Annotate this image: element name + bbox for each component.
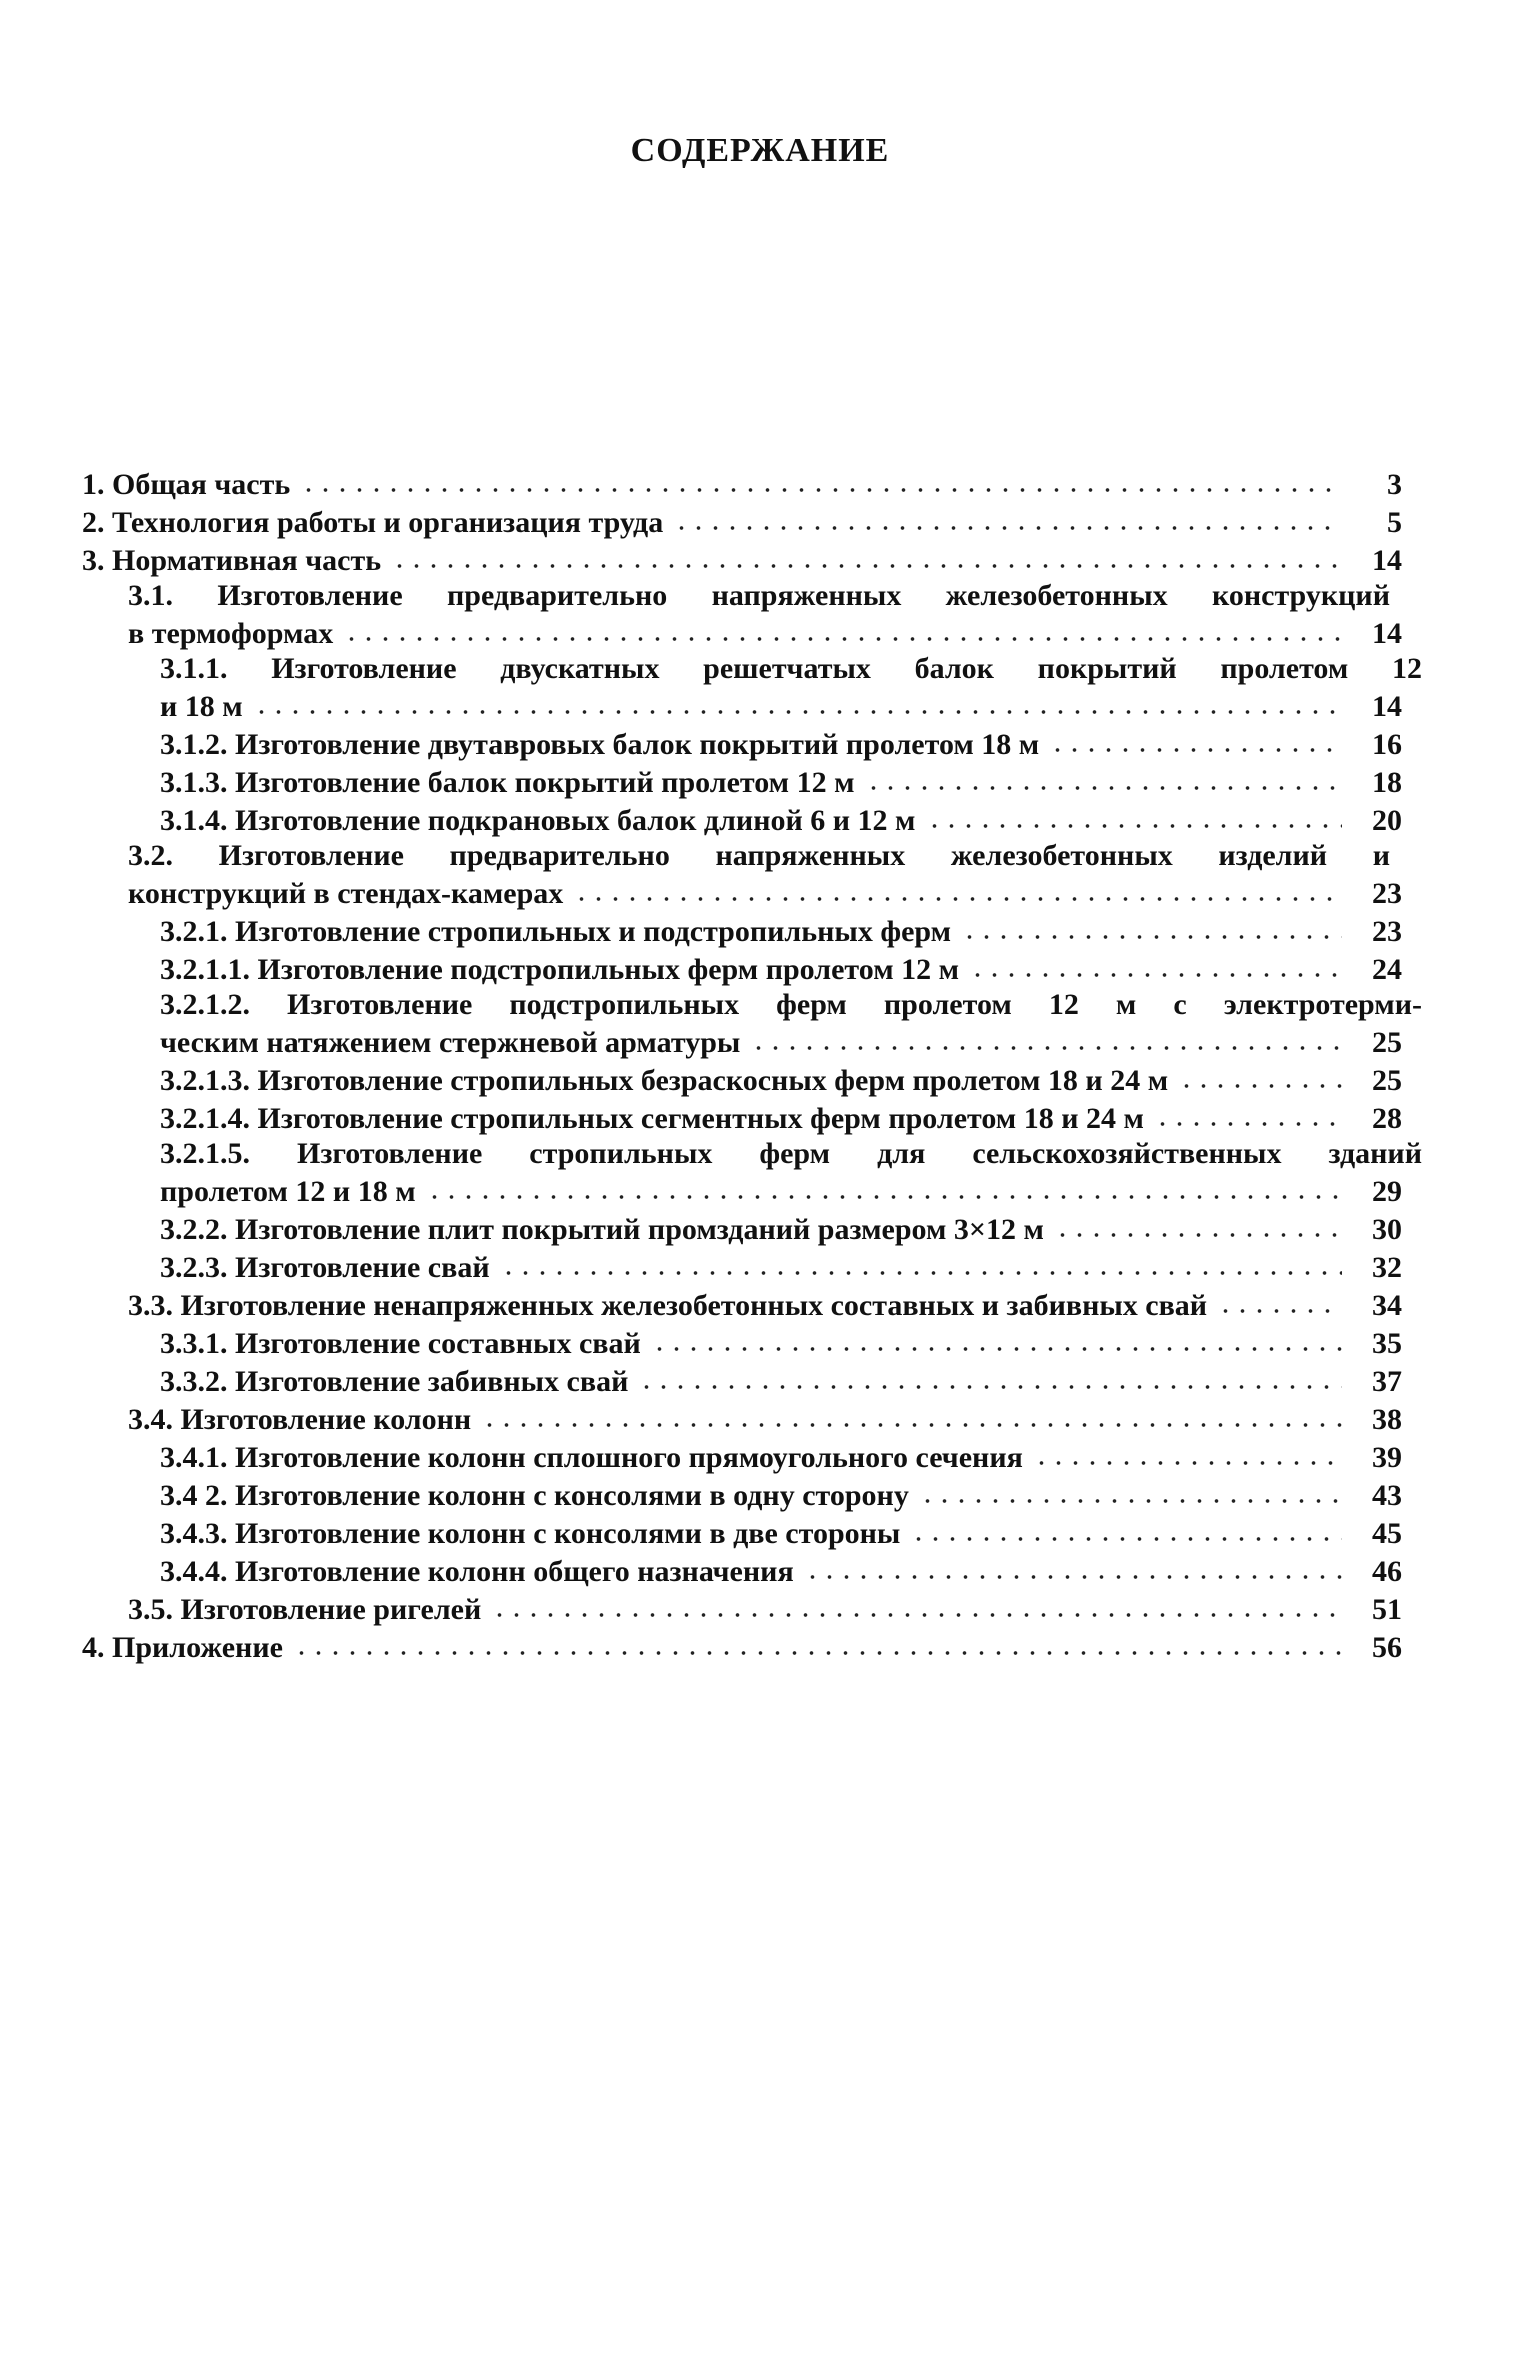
dot-leader <box>573 873 1342 903</box>
toc-entry-row <box>160 1437 1462 1475</box>
toc-entry-text: 3.2.1.3. Изготовление стропильных безраскосных ферм пролетом 18 и 24 м <box>160 1064 1169 1097</box>
toc-entry-row <box>160 1361 1462 1399</box>
toc-entry-row <box>160 1247 1462 1285</box>
toc-page-number: 35 <box>1372 1327 1402 1360</box>
dot-leader <box>391 540 1342 570</box>
dot-leader <box>1217 1285 1342 1315</box>
toc-entry <box>82 911 1462 949</box>
toc-entry-row <box>82 1627 1462 1665</box>
toc-page-number: 39 <box>1372 1441 1402 1474</box>
toc-entry <box>82 1247 1462 1285</box>
toc-page-number: 28 <box>1372 1102 1402 1135</box>
toc-entry-text: 1. Общая часть <box>82 468 291 501</box>
toc-entry-row <box>160 686 1462 724</box>
toc-entry <box>82 1285 1462 1323</box>
toc-entry-text: 3.2.1.4. Изготовление стропильных сегментных ферм пролетом 18 и 24 м <box>160 1102 1144 1135</box>
toc-page-number: 51 <box>1372 1593 1402 1626</box>
toc-entry <box>82 1136 1462 1209</box>
dot-leader <box>961 911 1342 941</box>
toc-entry-text: 3.5. Изготовление ригелей <box>128 1593 482 1626</box>
toc-page-number: 46 <box>1372 1555 1402 1588</box>
dot-leader <box>426 1171 1342 1201</box>
toc-entry-text: в термоформах <box>128 617 334 650</box>
toc-entry-row <box>128 613 1462 651</box>
toc-entry-text: конструкций в стендах-камерах <box>128 877 564 910</box>
toc-entry-row <box>160 1323 1462 1361</box>
toc-entry-row <box>160 1475 1462 1513</box>
toc-entry <box>82 838 1462 911</box>
toc-entry-row <box>160 1060 1462 1098</box>
toc-entry <box>82 540 1462 578</box>
dot-leader <box>491 1589 1342 1619</box>
toc-entry-row <box>160 1513 1462 1551</box>
toc-entry <box>82 1060 1462 1098</box>
dot-leader <box>926 800 1343 830</box>
toc-entry <box>82 1361 1462 1399</box>
toc-entry <box>82 1209 1462 1247</box>
toc-page-number: 32 <box>1372 1251 1402 1284</box>
toc-entry-text: 3.2.1. Изготовление стропильных и подстропильных ферм <box>160 915 952 948</box>
toc-entry-text-line: 3.2. Изготовление предварительно напряженных железобетонных изделий и <box>128 839 1390 872</box>
toc-entry-text: 3.4.4. Изготовление колонн общего назначения <box>160 1555 794 1588</box>
toc-page-number: 24 <box>1372 953 1402 986</box>
toc-entry-text: 3.1.4. Изготовление подкрановых балок длиной 6 и 12 м <box>160 804 916 837</box>
toc-page-number: 43 <box>1372 1479 1402 1512</box>
toc-page-number: 20 <box>1372 804 1402 837</box>
toc-entry-text: и 18 м <box>160 690 243 723</box>
toc-page-number: 30 <box>1372 1213 1402 1246</box>
toc-entry-text: 3.4.3. Изготовление колонн с консолями в две стороны <box>160 1517 901 1550</box>
toc-entry-text-line: 3.1. Изготовление предварительно напряженных железобетонных конструкций <box>128 579 1390 612</box>
toc-entry-row <box>160 911 1462 949</box>
toc-entry <box>82 1513 1462 1551</box>
toc-entry-row <box>82 464 1462 502</box>
toc-entry-row <box>160 1551 1462 1589</box>
toc-entry-text: 3.1.3. Изготовление балок покрытий пролетом 12 м <box>160 766 855 799</box>
dot-leader <box>1049 724 1342 754</box>
toc-entry-row <box>160 800 1462 838</box>
page-title: СОДЕРЖАНИЕ <box>630 132 890 169</box>
toc-entry-text-line: 3.2.1.2. Изготовление подстропильных ферм пролетом 12 м с электротерми- <box>160 988 1422 1021</box>
toc-entry <box>82 1589 1462 1627</box>
toc-page-number: 3 <box>1387 468 1402 501</box>
toc-entry-text: 2. Технология работы и организация труда <box>82 506 664 539</box>
dot-leader <box>481 1399 1342 1429</box>
toc-entry-row <box>128 1285 1462 1323</box>
toc-page-number: 16 <box>1372 728 1402 761</box>
toc-entry-row <box>160 724 1462 762</box>
toc-page-number: 23 <box>1372 915 1402 948</box>
toc-entry-row <box>128 873 1462 911</box>
toc-entry <box>82 949 1462 987</box>
toc-entry <box>82 651 1462 724</box>
toc-entry-row <box>128 1589 1462 1627</box>
toc-entry-row <box>160 1098 1462 1136</box>
dot-leader <box>1033 1437 1342 1467</box>
toc-entry-text-line: 3.2.1.5. Изготовление стропильных ферм для сельскохозяйственных зданий <box>160 1137 1422 1170</box>
toc-entry-text: 3.4.1. Изготовление колонн сплошного прямоугольного сечения <box>160 1441 1023 1474</box>
toc-entry-row <box>160 1209 1462 1247</box>
toc-entry <box>82 1475 1462 1513</box>
toc-entry-text: 3.4 2. Изготовление колонн с консолями в одну сторону <box>160 1479 909 1512</box>
dot-leader <box>651 1323 1342 1353</box>
toc-entry <box>82 1098 1462 1136</box>
dot-leader <box>293 1627 1342 1657</box>
dot-leader <box>253 686 1342 716</box>
dot-leader <box>1154 1098 1342 1128</box>
dot-leader <box>804 1551 1342 1581</box>
toc-entry-text: 3.4. Изготовление колонн <box>128 1403 472 1436</box>
toc-entry-row <box>128 1399 1462 1437</box>
dot-leader <box>919 1475 1342 1505</box>
table-of-contents <box>82 464 1462 1665</box>
toc-page-number: 25 <box>1372 1026 1402 1059</box>
dot-leader <box>343 613 1342 643</box>
dot-leader <box>865 762 1342 792</box>
toc-page-number: 14 <box>1372 617 1402 650</box>
dot-leader <box>969 949 1342 979</box>
dot-leader <box>1054 1209 1342 1239</box>
toc-page-number: 29 <box>1372 1175 1402 1208</box>
toc-entry-row <box>82 540 1462 578</box>
dot-leader <box>673 502 1342 532</box>
toc-entry-text: 3.2.2. Изготовление плит покрытий промзданий размером 3×12 м <box>160 1213 1044 1246</box>
toc-entry-text: 4. Приложение <box>82 1631 283 1664</box>
dot-leader <box>638 1361 1342 1391</box>
toc-entry-row <box>160 1022 1462 1060</box>
toc-entry <box>82 502 1462 540</box>
toc-entry-text: пролетом 12 и 18 м <box>160 1175 416 1208</box>
dot-leader <box>750 1022 1342 1052</box>
toc-entry-text: 3.3. Изготовление ненапряженных железобетонных составных и забивных свай <box>128 1289 1208 1322</box>
toc-entry-row <box>160 949 1462 987</box>
toc-page-number: 25 <box>1372 1064 1402 1097</box>
toc-page-number: 37 <box>1372 1365 1402 1398</box>
toc-page-number: 38 <box>1372 1403 1402 1436</box>
toc-page-number: 45 <box>1372 1517 1402 1550</box>
toc-page-number: 18 <box>1372 766 1402 799</box>
toc-page-number: 5 <box>1387 506 1402 539</box>
toc-page-number: 23 <box>1372 877 1402 910</box>
toc-entry <box>82 1399 1462 1437</box>
dot-leader <box>300 464 1342 494</box>
toc-entry-text: 3. Нормативная часть <box>82 544 382 577</box>
toc-entry-row <box>82 502 1462 540</box>
toc-entry <box>82 800 1462 838</box>
toc-entry <box>82 1627 1462 1665</box>
toc-entry <box>82 464 1462 502</box>
toc-page-number: 14 <box>1372 690 1402 723</box>
toc-entry <box>82 724 1462 762</box>
toc-entry <box>82 1323 1462 1361</box>
toc-entry-text-line: 3.1.1. Изготовление двускатных решетчатых балок покрытий пролетом 12 <box>160 652 1422 685</box>
dot-leader <box>910 1513 1342 1543</box>
toc-entry-text: 3.3.1. Изготовление составных свай <box>160 1327 641 1360</box>
toc-page-number: 34 <box>1372 1289 1402 1322</box>
toc-entry-text: 3.1.2. Изготовление двутавровых балок покрытий пролетом 18 м <box>160 728 1040 761</box>
toc-page-number: 56 <box>1372 1631 1402 1664</box>
toc-entry-text: ческим натяжением стержневой арматуры <box>160 1026 741 1059</box>
toc-entry-row <box>160 762 1462 800</box>
toc-page-number: 14 <box>1372 544 1402 577</box>
toc-entry-row <box>160 1171 1462 1209</box>
toc-entry <box>82 762 1462 800</box>
dot-leader <box>500 1247 1342 1277</box>
dot-leader <box>1178 1060 1342 1090</box>
toc-entry <box>82 1437 1462 1475</box>
toc-entry-text: 3.2.1.1. Изготовление подстропильных ферм пролетом 12 м <box>160 953 960 986</box>
toc-entry-text: 3.2.3. Изготовление свай <box>160 1251 490 1284</box>
toc-entry-text: 3.3.2. Изготовление забивных свай <box>160 1365 629 1398</box>
toc-entry <box>82 987 1462 1060</box>
toc-entry <box>82 1551 1462 1589</box>
toc-entry <box>82 578 1462 651</box>
